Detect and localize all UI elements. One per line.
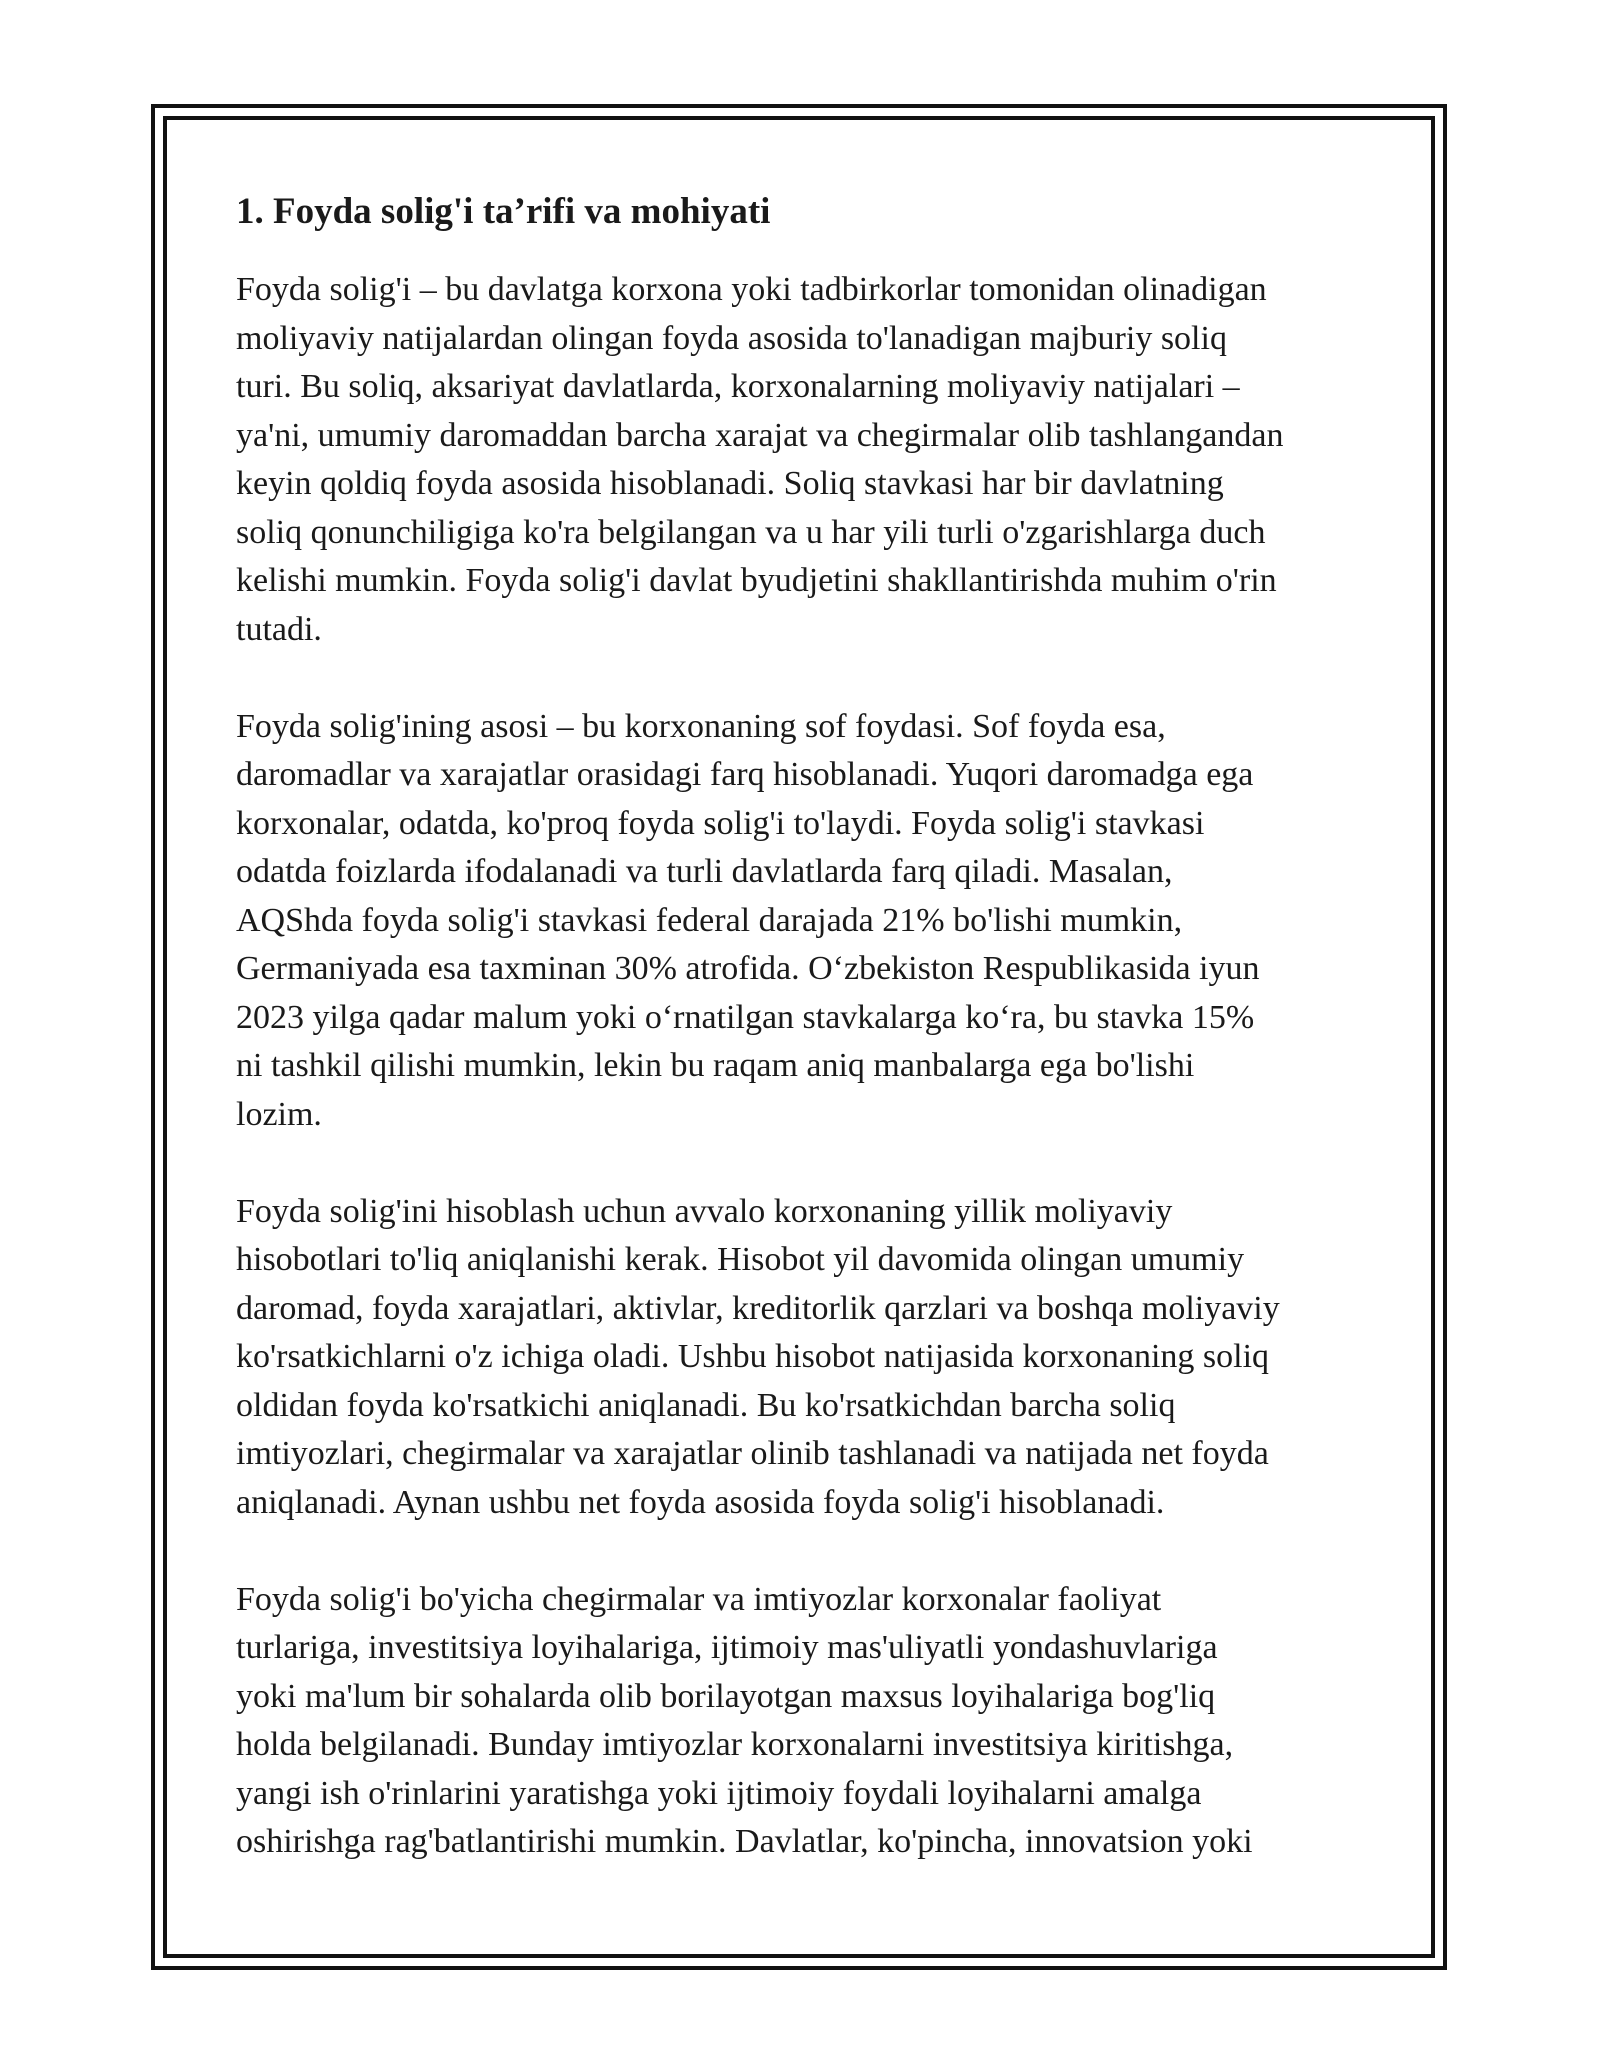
paragraph-line: Foyda solig'ining asosi – bu korxonaning sof foydasi. Sof foyda esa, [236, 707, 1166, 745]
paragraph-line: ko'rsatkichlarni o'z ichiga oladi. Ushbu hisobot natijasida korxonaning soliq [236, 1338, 1270, 1375]
paragraph-line: Germaniyada esa taxminan 30% atrofida. O‘zbekiston Respublikasida iyun [236, 950, 1260, 987]
paragraph-line: daromadlar va xarajatlar orasidagi farq hisoblanadi. Yuqori daromadga ega [236, 756, 1254, 793]
paragraph-line: aniqlanadi. Aynan ushbu net foyda asosida foyda solig'i hisoblanadi. [236, 1483, 1165, 1521]
paragraph-line: korxonalar, odatda, ko'proq foyda solig'i to'laydi. Foyda solig'i stavkasi [236, 804, 1205, 842]
paragraph-line: hisobotlari to'liq aniqlanishi kerak. Hisobot yil davomida olingan umumiy [236, 1241, 1245, 1278]
paragraph-line: imtiyozlari, chegirmalar va xarajatlar olinib tashlanadi va natijada net foyda [236, 1435, 1269, 1472]
paragraph [236, 266, 1386, 654]
paragraph-line: turi. Bu soliq, aksariyat davlatlarda, korxonalarning moliyaviy natijalari – [236, 368, 1240, 405]
paragraph-line: AQShda foyda solig'i stavkasi federal darajada 21% bo'lishi mumkin, [236, 901, 1183, 939]
paragraph-line: lozim. [236, 1095, 322, 1133]
paragraph-line: Foyda solig'i bo'yicha chegirmalar va imtiyozlar korxonalar faoliyat [236, 1580, 1162, 1618]
paragraph-line: turlariga, investitsiya loyihalariga, ijtimoiy mas'uliyatli yondashuvlariga [236, 1629, 1218, 1666]
paragraph-list [236, 266, 1386, 1867]
paragraph-line: 2023 yilga qadar malum yoki o‘rnatilgan stavkalarga ko‘ra, bu stavka 15% [236, 998, 1255, 1036]
paragraph [236, 703, 1386, 1140]
document-body [236, 188, 1386, 1915]
paragraph-line: Foyda solig'i – bu davlatga korxona yoki tadbirkorlar tomonidan olinadigan [236, 271, 1267, 308]
paragraph-line: keyin qoldiq foyda asosida hisoblanadi. Soliq stavkasi har bir davlatning [236, 465, 1224, 502]
paragraph [236, 1188, 1386, 1528]
paragraph-line: moliyaviy natijalardan olingan foyda asosida to'lanadigan majburiy soliq [236, 319, 1227, 357]
paragraph-line: soliq qonunchiligiga ko'ra belgilangan va u har yili turli o'zgarishlarga duch [236, 513, 1266, 551]
paragraph-line: odatda foizlarda ifodalanadi va turli davlatlarda farq qiladi. Masalan, [236, 853, 1173, 890]
paragraph [236, 1576, 1386, 1867]
paragraph-line: oshirishga rag'batlantirishi mumkin. Davlatlar, ko'pincha, innovatsion yoki [236, 1823, 1253, 1860]
section-heading: 1. Foyda solig'i ta’rifi va mohiyati [236, 191, 771, 232]
paragraph-line: oldidan foyda ko'rsatkichi aniqlanadi. Bu ko'rsatkichdan barcha soliq [236, 1386, 1176, 1424]
paragraph-line: ya'ni, umumiy daromaddan barcha xarajat va chegirmalar olib tashlangandan [236, 416, 1284, 454]
paragraph-line: yoki ma'lum bir sohalarda olib borilayotgan maxsus loyihalariga bog'liq [236, 1677, 1216, 1715]
paragraph-line: daromad, foyda xarajatlari, aktivlar, kreditorlik qarzlari va boshqa moliyaviy [236, 1289, 1280, 1327]
paragraph-line: ni tashkil qilishi mumkin, lekin bu raqam aniq manbalarga ega bo'lishi [236, 1047, 1195, 1084]
paragraph-line: Foyda solig'ini hisoblash uchun avvalo korxonaning yillik moliyaviy [236, 1192, 1173, 1230]
paragraph-line: holda belgilanadi. Bunday imtiyozlar korxonalarni investitsiya kiritishga, [236, 1726, 1234, 1763]
paragraph-line: kelishi mumkin. Foyda solig'i davlat byudjetini shakllantirishda muhim o'rin [236, 562, 1277, 599]
paragraph-line: tutadi. [236, 610, 322, 648]
paragraph-line: yangi ish o'rinlarini yaratishga yoki ijtimoiy foydali loyihalarni amalga [236, 1774, 1202, 1812]
